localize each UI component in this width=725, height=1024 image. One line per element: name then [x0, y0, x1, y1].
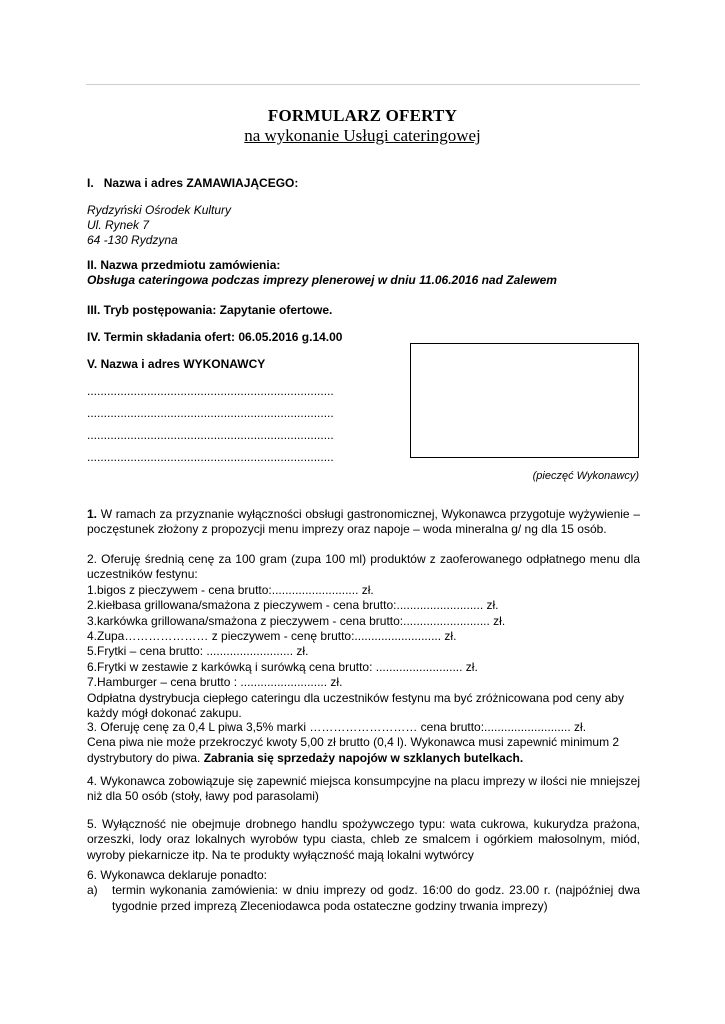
section-2-heading: II. Nazwa przedmiotu zamówienia:	[87, 258, 281, 272]
contractor-line-2: ..........................................................................	[87, 406, 334, 420]
point-4-text: 4. Wykonawca zobowiązuje się zapewnić miejsca konsumpcyjne na placu imprezy w ilości nie mniejszej niż dla 50 osób (stoły, ławy pod parasolami)	[87, 774, 640, 804]
point-1-number: 1.	[87, 507, 98, 521]
menu-item-6: 6.Frytki w zestawie z karkówką i surówką cena brutto: .......................... zł.	[87, 659, 478, 674]
point-6	[87, 868, 640, 914]
menu-item-4: 4.Zupa………………… z pieczywem - cenę brutto:.......................... zł.	[87, 629, 457, 644]
menu-item-3: 3.karkówka grillowana/smażona z pieczywem - cena brutto:.......................... zł.	[87, 613, 506, 628]
point-5	[87, 817, 640, 863]
orderer-city: 64 -130 Rydzyna	[87, 233, 178, 247]
form-title: FORMULARZ OFERTY	[267, 106, 458, 125]
menu-item-7: 7.Hamburger – cena brutto : .......................... zł.	[87, 675, 343, 690]
section-3-procedure: III. Tryb postępowania: Zapytanie ofertowe.	[87, 303, 333, 317]
section-1-number: I.	[87, 176, 94, 190]
order-subject: Obsługa cateringowa podczas imprezy plenerowej w dniu 11.06.2016 nad Zalewem	[87, 273, 557, 287]
point-6-intro: 6. Wykonawca deklaruje ponadto:	[87, 868, 267, 882]
section-1-title: Nazwa i adres ZAMAWIAJĄCEGO:	[103, 176, 299, 190]
point-1-text: W ramach za przyznanie wyłączności obsługi gastronomicznej, Wykonawca przygotuje wyżywienie – poczęstunek złożony z propozycji menu imprezy oraz napoje – woda mineralna g/ ng dla 15 osób.	[87, 507, 640, 537]
contractor-line-1: ..........................................................................	[87, 384, 334, 398]
beer-price-line: 3. Oferuję cenę za 0,4 L piwa 3,5% marki ……………………… cena brutto:.......................... zł.	[87, 720, 587, 734]
contractor-line-3: ..........................................................................	[87, 428, 334, 442]
glass-bottle-ban: Zabrania się sprzedaży napojów w szklanych butelkach.	[203, 750, 524, 765]
orderer-name: Rydzyński Ośrodek Kultury	[87, 203, 232, 217]
stamp-caption: (pieczęć Wykonawcy)	[532, 470, 639, 482]
menu-item-1: 1.bigos z pieczywem - cena brutto:.......................... zł.	[87, 582, 374, 597]
orderer-street: Ul. Rynek 7	[87, 218, 150, 232]
orderer-address	[87, 203, 231, 248]
point-6-item-a-label: a)	[87, 883, 98, 898]
section-4-deadline: IV. Termin składania ofert: 06.05.2016 g.14.00	[87, 330, 343, 344]
section-1-heading	[87, 176, 298, 191]
point-6-item-a-text: termin wykonania zamówienia: w dniu imprezy od godz. 16:00 do godz. 23.00 r. (najpóźniej dwa tygodnie przed imprezą Zleceniodawca poda ostateczne godziny trwania imprezy)	[112, 883, 640, 913]
contractor-line-4: ..........................................................................	[87, 450, 334, 464]
beer-price-note: Cena piwa nie może przekroczyć kwoty 5,00 zł brutto (0,4 l). Wykonawca musi zapewnić minimum 2 dystrybutory do piwa.	[87, 735, 620, 765]
point-2-intro: 2. Oferuję średnią cenę za 100 gram (zupa 100 ml) produktów z zaoferowanego odpłatnego menu dla uczestników festynu:	[87, 552, 640, 582]
contractor-stamp-box	[410, 343, 639, 458]
form-subtitle: na wykonanie Usługi cateringowej	[244, 126, 481, 145]
point-4	[87, 774, 640, 805]
point-5-text: 5. Wyłączność nie obejmuje drobnego handlu spożywczego typu: wata cukrowa, kukurydza prażona, orzeszki, lody oraz lokalnych wyrobów typu ciasta, chleb ze smalcem i ogórkiem małosolnym, miód, wyroby piekarnicze itp. Na te produkty wyłączność mają lokalni wytwórcy	[87, 817, 640, 862]
point-6-item-a	[87, 883, 640, 914]
menu-item-5: 5.Frytki – cena brutto: .......................... zł.	[87, 644, 309, 659]
point-2	[87, 552, 640, 721]
point-1	[87, 507, 640, 538]
section-5-heading: V. Nazwa i adres WYKONAWCY	[87, 357, 266, 371]
point-3	[87, 720, 640, 766]
header-rule	[86, 84, 640, 85]
menu-item-2: 2.kiełbasa grillowana/smażona z pieczywem - cena brutto:.......................... zł.	[87, 598, 499, 613]
point-2-outro: Odpłatna dystrybucja ciepłego cateringu dla uczestników festynu ma być zróżnicowana pod ceny aby każdy mógł dokonać zakupu.	[87, 690, 624, 721]
